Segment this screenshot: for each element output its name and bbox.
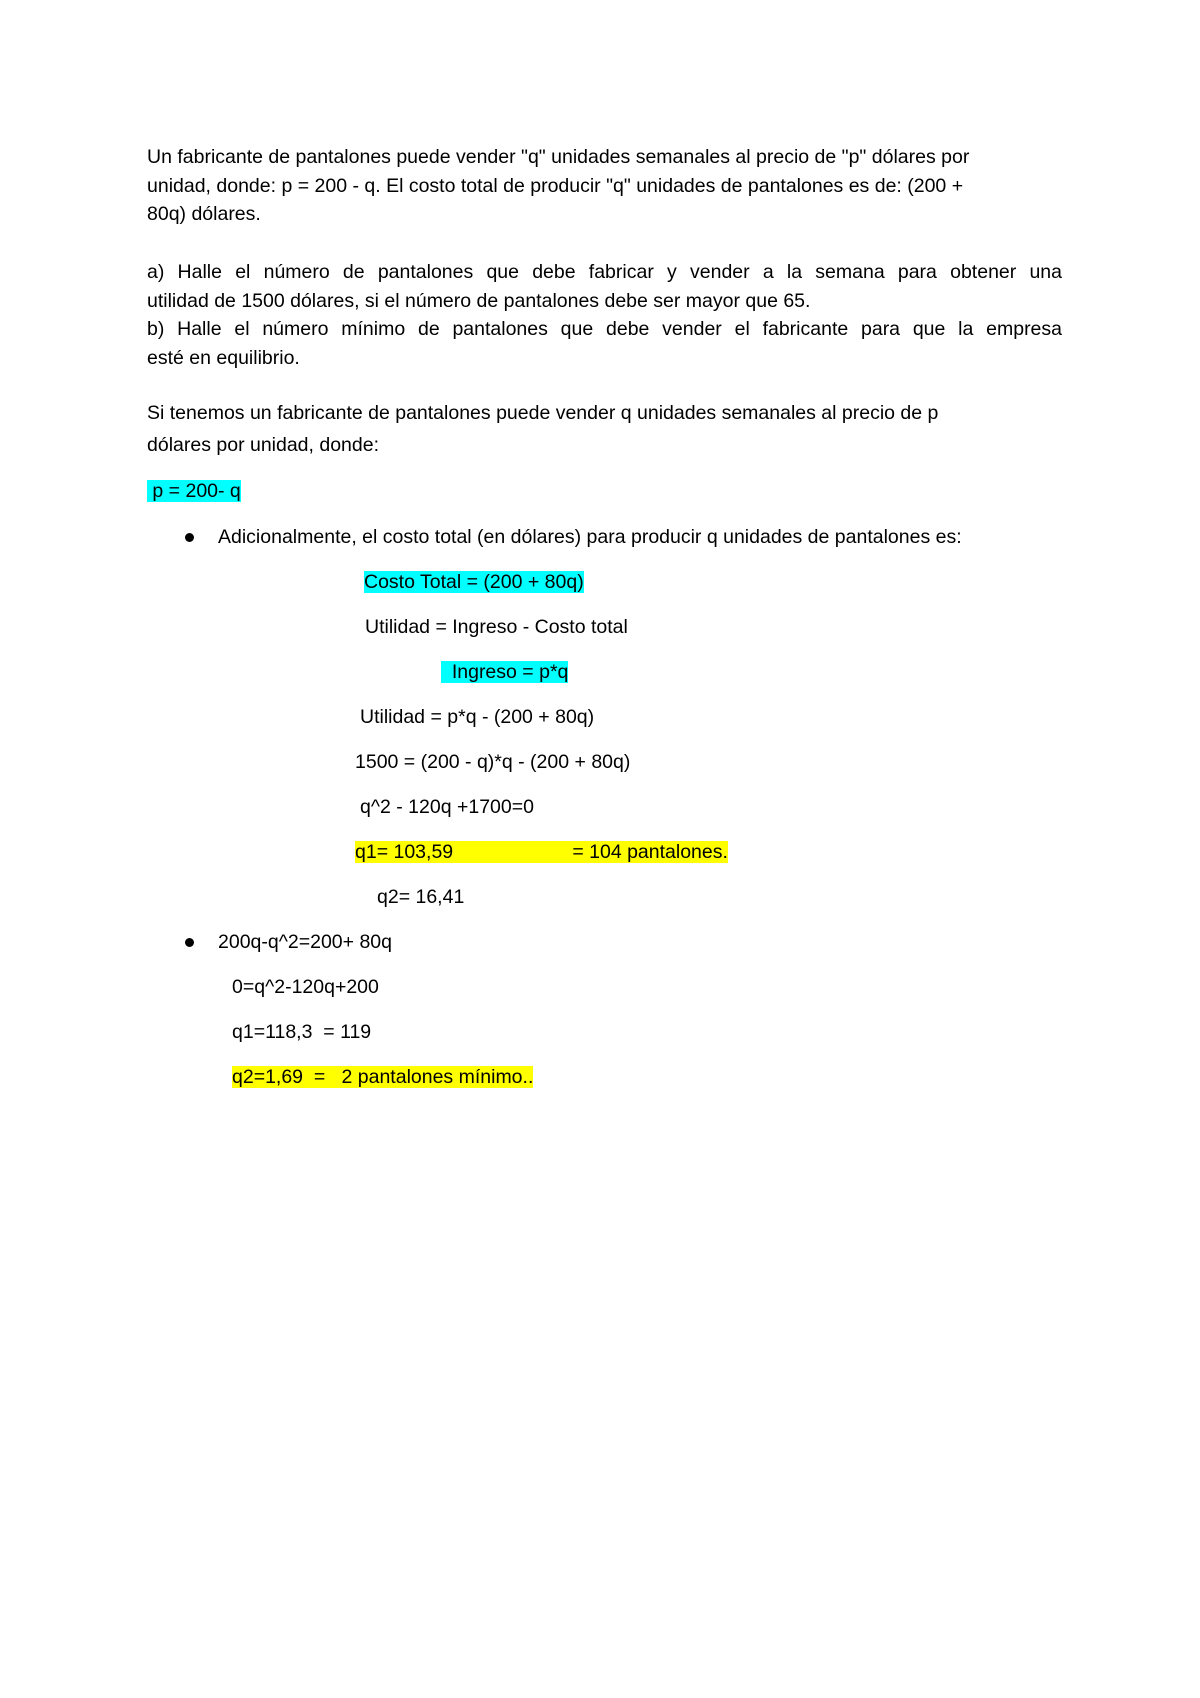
part-b-line: b) Halle el número mínimo de pantalones que debe vender el fabricante para que la empresa bbox=[147, 318, 1062, 340]
ingreso-equation bbox=[441, 658, 568, 686]
problem-intro-line: 80q) dólares. bbox=[147, 203, 261, 225]
bullet-2-text: 200q-q^2=200+ 80q bbox=[218, 931, 392, 953]
problem-intro bbox=[147, 143, 1062, 229]
costo-total-text: Costo Total = (200 + 80q) bbox=[364, 571, 584, 593]
q1-result bbox=[355, 838, 728, 866]
bullet-icon bbox=[185, 533, 194, 542]
q1-b-result: q1=118,3 = 119 bbox=[232, 1021, 372, 1043]
equation-1500: 1500 = (200 - q)*q - (200 + 80q) bbox=[355, 751, 631, 773]
ingreso-text: Ingreso = p*q bbox=[441, 661, 569, 683]
solution-intro-line: dólares por unidad, donde: bbox=[147, 434, 380, 456]
solution-intro-line: Si tenemos un fabricante de pantalones puede vender q unidades semanales al precio de p bbox=[147, 402, 939, 424]
problem-part-a bbox=[147, 258, 1062, 315]
quadratic-equation-b: 0=q^2-120q+200 bbox=[232, 976, 379, 998]
utilidad-definition: Utilidad = Ingreso - Costo total bbox=[365, 616, 628, 638]
part-b-line: esté en equilibrio. bbox=[147, 346, 300, 369]
problem-part-b bbox=[147, 315, 1062, 372]
problem-intro-line: unidad, donde: p = 200 - q. El costo total de producir "q" unidades de pantalones es de: (200 + bbox=[147, 174, 964, 197]
q2-b-result bbox=[232, 1063, 533, 1091]
bullet-icon bbox=[185, 938, 194, 947]
price-equation-text: p = 200- q bbox=[147, 480, 241, 502]
costo-total-equation bbox=[364, 568, 584, 596]
bullet-1-text: Adicionalmente, el costo total (en dólares) para producir q unidades de pantalones es: bbox=[218, 526, 962, 548]
part-a-line: a) Halle el número de pantalones que debe fabricar y vender a la semana para obtener una bbox=[147, 261, 1062, 283]
part-a-line: utilidad de 1500 dólares, si el número de pantalones debe ser mayor que 65. bbox=[147, 289, 811, 312]
price-equation bbox=[147, 477, 241, 505]
q2-b-result-text: q2=1,69 = 2 pantalones mínimo.. bbox=[232, 1066, 534, 1088]
q2-result: q2= 16,41 bbox=[377, 886, 465, 908]
utilidad-expanded: Utilidad = p*q - (200 + 80q) bbox=[360, 706, 595, 728]
quadratic-equation-a: q^2 - 120q +1700=0 bbox=[360, 796, 534, 818]
q1-result-text: q1= 103,59 = 104 pantalones. bbox=[355, 841, 728, 863]
problem-intro-line: Un fabricante de pantalones puede vender "q" unidades semanales al precio de "p" dólares por bbox=[147, 146, 970, 168]
